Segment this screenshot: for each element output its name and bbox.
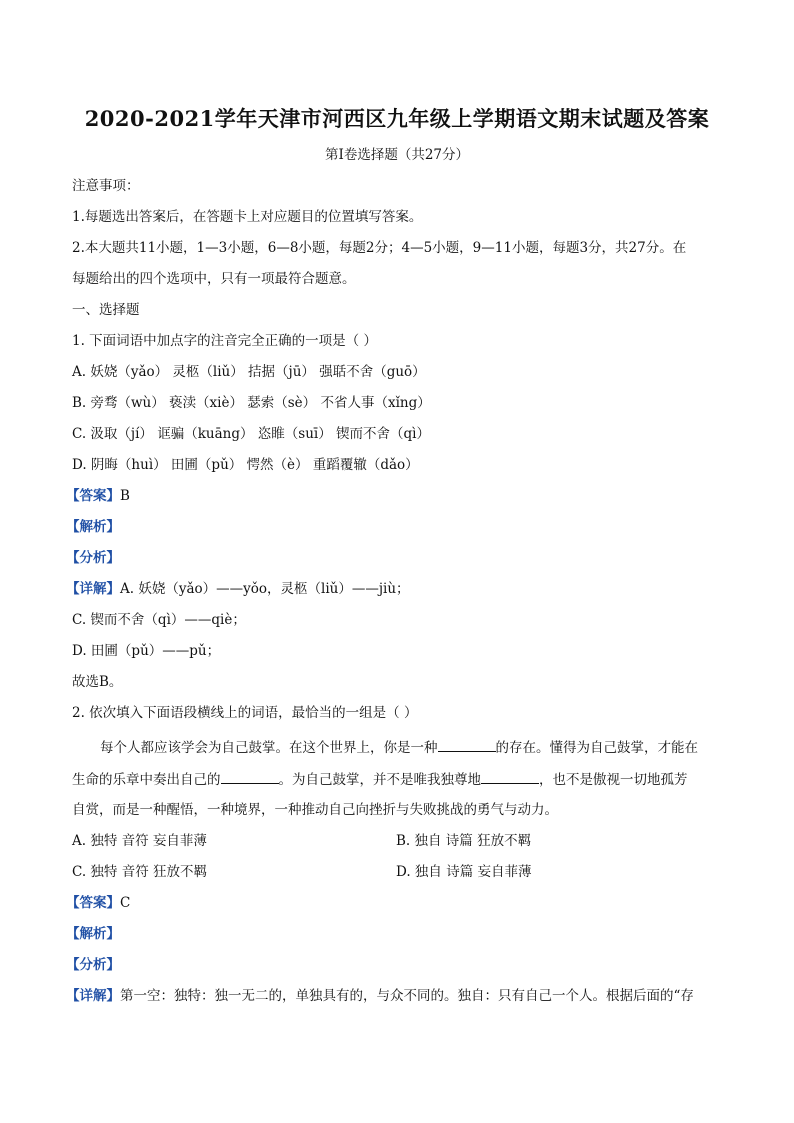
q1-detail-1 [66, 580, 410, 598]
q2-p2-part-a: 生命的乐章中奏出自己的 [72, 772, 221, 788]
blank-2 [221, 769, 279, 784]
q1-stem: 1. 下面词语中加点字的注音完全正确的一项是（ ） [72, 333, 377, 349]
q2-detail-text: 第一空：独特：独一无二的，单独具有的，与众不同的。独自：只有自己一个人。根据后面的“存 [120, 988, 694, 1004]
answer-tag: 【答案】 [66, 895, 120, 911]
answer-tag: 【答案】 [66, 488, 120, 504]
q1-conclusion: 故选B。 [72, 674, 123, 690]
q2-p2-part-c: ，也不是傲视一切地孤芳 [539, 772, 688, 788]
q2-analysis-tag: 【解析】 [66, 926, 120, 942]
page-subtitle: 第I卷选择题（共27分） [324, 147, 469, 163]
section-heading: 一、选择题 [72, 302, 140, 318]
q2-paragraph-line-1 [100, 737, 698, 757]
q2-option-d: D. 独自 诗篇 妄自菲薄 [396, 864, 532, 880]
q2-option-b: B. 独自 诗篇 狂放不羁 [396, 833, 532, 849]
q1-option-d: D. 阴晦（huì） 田圃（pǔ） 愕然（è） 重蹈覆辙（dǎo） [72, 457, 419, 473]
q2-option-c: C. 独特 音符 狂放不羁 [72, 864, 208, 880]
q1-detail-2: C. 锲而不舍（qì）——qiè； [72, 612, 246, 628]
note-2-line-1: 2.本大题共11小题，1—3小题，6—8小题，每题2分；4—5小题，9—11小题，每题3分，共27分。在 [72, 240, 687, 256]
q2-stem: 2. 依次填入下面语段横线上的词语，最恰当的一组是（ ） [72, 705, 418, 721]
note-1: 1.每题选出答案后，在答题卡上对应题目的位置填写答案。 [72, 209, 423, 225]
q2-option-a: A. 独特 音符 妄自菲薄 [72, 833, 207, 849]
q2-fenxi-tag: 【分析】 [66, 957, 120, 973]
page-title: 2020-2021学年天津市河西区九年级上学期语文期末试题及答案 [84, 106, 710, 131]
q1-detail-1-text: A. 妖娆（yǎo）——yǒo，灵柩（liǔ）——jiù； [120, 581, 410, 597]
detail-tag: 【详解】 [66, 581, 120, 597]
q2-detail [66, 987, 694, 1005]
detail-tag: 【详解】 [66, 988, 120, 1004]
q2-paragraph-line-2 [72, 769, 688, 789]
q2-p2-part-b: 。为自己鼓掌，并不是唯我独尊地 [278, 772, 481, 788]
q2-p1-part-b: 的存在。懂得为自己鼓掌，才能在 [495, 740, 698, 756]
q1-detail-3: D. 田圃（pǔ）——pǔ； [72, 643, 221, 659]
note-2-line-2: 每题给出的四个选项中，只有一项最符合题意。 [72, 271, 356, 287]
q2-answer [66, 894, 130, 912]
blank-1 [438, 737, 496, 752]
q1-analysis-tag: 【解析】 [66, 519, 120, 535]
blank-3 [481, 769, 539, 784]
q1-answer [66, 487, 130, 505]
notes-heading: 注意事项： [72, 178, 140, 194]
q1-fenxi-tag: 【分析】 [66, 550, 120, 566]
q2-p1-part-a: 每个人都应该学会为自己鼓掌。在这个世界上，你是一种 [100, 740, 438, 756]
q1-option-c: C. 汲取（jí） 诓骗（kuāng） 恣睢（suī） 锲而不舍（qì） [72, 426, 430, 442]
q1-answer-value: B [120, 488, 130, 504]
q1-option-a: A. 妖娆（yǎo） 灵柩（liǔ） 拮据（jū） 强聒不舍（guō） [72, 364, 426, 380]
q2-paragraph-line-3: 自赏，而是一种醒悟，一种境界，一种推动自己向挫折与失败挑战的勇气与动力。 [72, 802, 558, 818]
q2-answer-value: C [120, 895, 131, 911]
q1-option-b: B. 旁骛（wù） 亵渎（xiè） 瑟索（sè） 不省人事（xǐng） [72, 395, 431, 411]
